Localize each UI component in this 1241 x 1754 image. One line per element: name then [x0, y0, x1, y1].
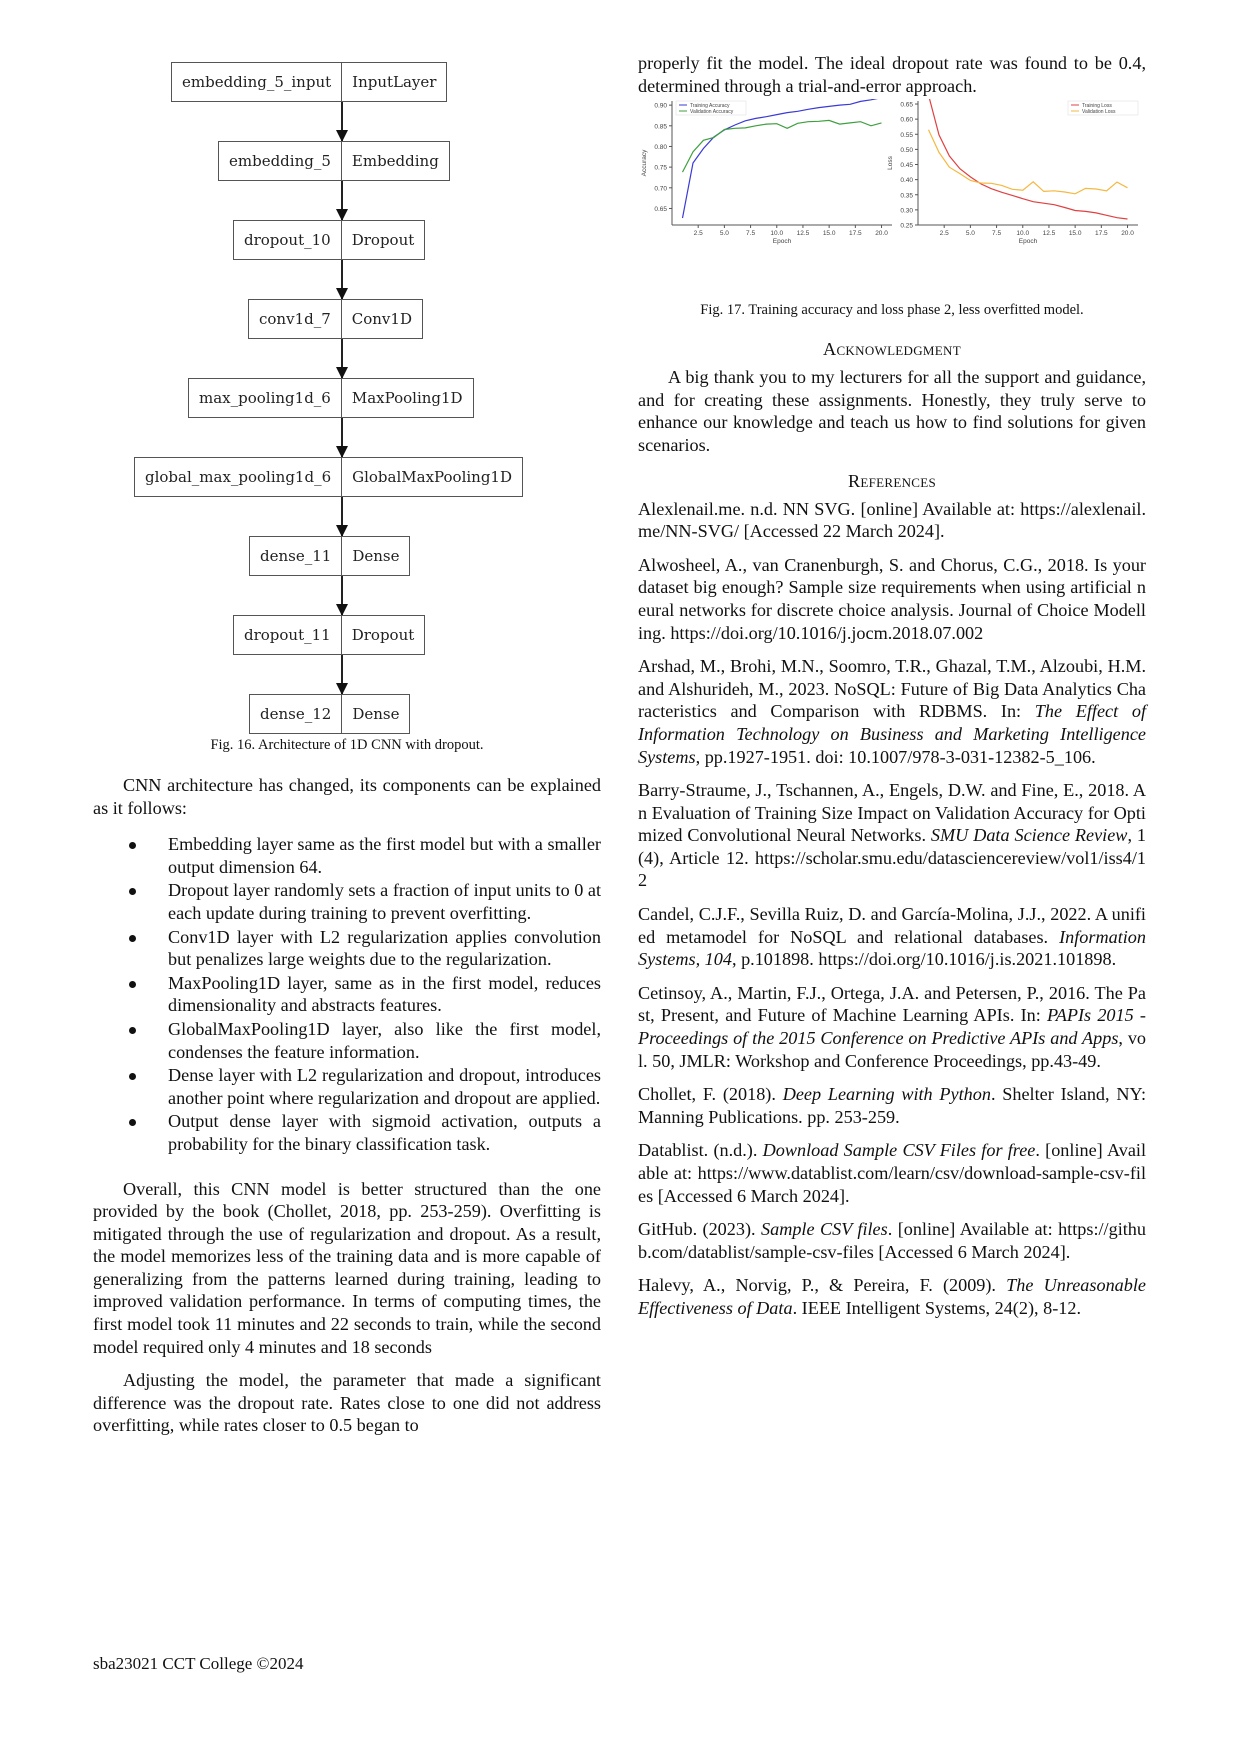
- loss-chart: [884, 99, 1146, 259]
- svg-text:2.5: 2.5: [693, 230, 703, 238]
- layer-name: dropout_10: [234, 221, 342, 259]
- layer-type: Dropout: [351, 626, 415, 644]
- svg-text:15.0: 15.0: [1068, 230, 1082, 238]
- layer-type: Embedding: [351, 152, 439, 170]
- svg-text:17.5: 17.5: [1095, 230, 1108, 238]
- svg-text:0.60: 0.60: [900, 116, 913, 124]
- arrow-down-icon: [341, 497, 343, 536]
- layer-name: dropout_11: [234, 616, 342, 654]
- layer-name: max_pooling1d_6: [189, 379, 342, 417]
- svg-text:0.70: 0.70: [654, 185, 667, 193]
- reference-item: Arshad, M., Brohi, M.N., Soomro, T.R., Ghazal, T.M., Alzoubi, H.M. and Alshurideh, M., 2023. NoSQL: Future of Big Data Analytics Characteristics and Comparison with RDBMS. In: The Effect of Information Technology on Business and Marketing Intelligence Systems, pp.1927-1951. doi: 10.1007/978-3-031-12382-5_106.: [638, 656, 1146, 767]
- svg-text:Epoch: Epoch: [772, 238, 792, 246]
- svg-text:7.5: 7.5: [746, 230, 756, 238]
- bullet-icon: [129, 842, 136, 849]
- list-item: Output dense layer with sigmoid activation, outputs a probability for the binary classification task.: [93, 1110, 601, 1155]
- bullet-icon: [129, 1073, 136, 1080]
- svg-text:0.90: 0.90: [654, 102, 667, 110]
- svg-text:10.0: 10.0: [770, 230, 784, 238]
- arrow-down-icon: [341, 102, 343, 141]
- layer-type: Dense: [352, 705, 400, 723]
- svg-text:12.5: 12.5: [1042, 230, 1056, 238]
- svg-text:20.0: 20.0: [875, 230, 888, 238]
- svg-text:20.0: 20.0: [1121, 230, 1134, 238]
- layer-node: [233, 220, 425, 260]
- layer-node: [249, 694, 410, 734]
- bullet-icon: [129, 1027, 136, 1034]
- svg-text:0.45: 0.45: [900, 162, 913, 170]
- layer-node: [171, 62, 447, 102]
- acknowledgment-heading: Acknowledgment: [823, 339, 961, 360]
- reference-item: Halevy, A., Norvig, P., & Pereira, F. (2009). The Unreasonable Effectiveness of Data. IEEE Intelligent Systems, 24(2), 8-12.: [638, 1275, 1146, 1318]
- left-column: [93, 50, 601, 1437]
- layer-node: [249, 536, 410, 576]
- svg-text:0.80: 0.80: [654, 144, 667, 152]
- reference-item: Cetinsoy, A., Martin, F.J., Ortega, J.A. and Petersen, P., 2016. The Past, Present, and Future of Machine Learning APIs. In: PAPIs 2015 - Proceedings of the 2015 Conference on Predictive APIs and Apps, vol. 50, JMLR: Workshop and Conference Proceedings, pp.43-49.: [638, 982, 1147, 1071]
- svg-text:5.0: 5.0: [719, 230, 729, 238]
- arrow-down-icon: [341, 339, 343, 378]
- svg-text:Validation Accuracy: Validation Accuracy: [690, 109, 734, 116]
- references-heading: References: [847, 470, 937, 491]
- layer-type: Dense: [352, 547, 400, 565]
- reference-item: Candel, C.J.F., Sevilla Ruiz, D. and García-Molina, J.J., 2022. A unified metamodel for NoSQL and relational databases. Information Systems, 104, p.101898. https://doi.org/10.1016/j.is.2021.101898.: [638, 904, 1146, 970]
- reference-item: Datablist. (n.d.). Download Sample CSV Files for free. [online] Available at: https://www.datablist.com/learn/csv/download-sample-csv-files [Accessed 6 March 2024].: [638, 1140, 1147, 1206]
- cnn-architecture-diagram: [93, 50, 601, 740]
- list-item: Dropout layer randomly sets a fraction of input units to 0 at each update during training to prevent overfitting.: [93, 879, 601, 924]
- layer-name: embedding_5: [219, 142, 342, 180]
- reference-item: GitHub. (2023). Sample CSV files. [online] Available at: https://github.com/datablist/sample-csv-files [Accessed 6 March 2024].: [638, 1219, 1146, 1262]
- layer-type: Conv1D: [351, 310, 412, 328]
- svg-text:0.50: 0.50: [900, 147, 913, 155]
- layer-node: [218, 141, 450, 181]
- list-item: Embedding layer same as the first model but with a smaller output dimension 64.: [93, 833, 601, 878]
- svg-text:Epoch: Epoch: [1018, 238, 1038, 246]
- reference-item: Barry-Straume, J., Tschannen, A., Engels, D.W. and Fine, E., 2018. An Evaluation of Training Size Impact on Validation Accuracy for Optimized Convolutional Neural Networks. SMU Data Science Review, 1(4), Article 12. https://scholar.smu.edu/datasciencereview/vol1/iss4/12: [638, 780, 1147, 891]
- svg-text:Validation Loss: Validation Loss: [1082, 109, 1116, 116]
- svg-text:0.65: 0.65: [654, 206, 667, 214]
- layer-name: global_max_pooling1d_6: [135, 458, 342, 496]
- arrow-down-icon: [341, 260, 343, 299]
- layer-name: conv1d_7: [249, 300, 342, 338]
- layer-node: [248, 299, 423, 339]
- svg-text:0.30: 0.30: [900, 207, 913, 215]
- svg-text:15.0: 15.0: [822, 230, 836, 238]
- reference-item: Alwosheel, A., van Cranenburgh, S. and Chorus, C.G., 2018. Is your dataset big enough? Sample size requirements when using artificial neural networks for discrete choice analysis. Journal of Choice Modelling. https://doi.org/10.1016/j.jocm.2018.07.002: [638, 554, 1146, 643]
- svg-text:Accuracy: Accuracy: [641, 149, 648, 177]
- reference-item: Chollet, F. (2018). Deep Learning with Python. Shelter Island, NY: Manning Publications. pp. 253-259.: [638, 1084, 1147, 1127]
- bullet-icon: [129, 888, 136, 895]
- svg-text:2.5: 2.5: [939, 230, 949, 238]
- svg-text:0.25: 0.25: [900, 222, 913, 230]
- svg-text:7.5: 7.5: [992, 230, 1002, 238]
- accuracy-chart: [638, 99, 900, 259]
- right-column: [638, 52, 1146, 1331]
- svg-text:0.65: 0.65: [900, 101, 913, 109]
- svg-text:17.5: 17.5: [849, 230, 862, 238]
- layer-node: [188, 378, 474, 418]
- svg-text:0.35: 0.35: [900, 192, 913, 200]
- list-item: Conv1D layer with L2 regularization applies convolution but penalizes large weights due to the regularization.: [93, 926, 601, 971]
- layer-type: InputLayer: [352, 73, 437, 91]
- layer-name: embedding_5_input: [172, 63, 342, 101]
- list-item: MaxPooling1D layer, same as in the first model, reduces dimensionality and abstracts features.: [93, 972, 601, 1017]
- bullet-icon: [129, 1119, 136, 1126]
- layer-name: dense_12: [250, 695, 342, 733]
- layer-type: Dropout: [351, 231, 415, 249]
- continued-paragraph: properly fit the model. The ideal dropout rate was found to be 0.4, determined through a trial-and-error approach.: [638, 53, 1146, 96]
- list-item: GlobalMaxPooling1D layer, also like the first model, condenses the feature information.: [93, 1018, 601, 1063]
- layer-node: [134, 457, 523, 497]
- arrow-down-icon: [341, 418, 343, 457]
- arrow-down-icon: [341, 181, 343, 220]
- layer-type: GlobalMaxPooling1D: [352, 468, 512, 486]
- bullet-icon: [129, 981, 136, 988]
- svg-text:12.5: 12.5: [796, 230, 810, 238]
- svg-text:Training Accuracy: Training Accuracy: [690, 103, 730, 110]
- intro-paragraph: CNN architecture has changed, its components can be explained as it follows:: [93, 775, 601, 818]
- component-list: [93, 833, 601, 1155]
- arrow-down-icon: [341, 576, 343, 615]
- svg-text:Loss: Loss: [887, 156, 894, 171]
- layer-name: dense_11: [250, 537, 342, 575]
- svg-text:0.55: 0.55: [900, 131, 913, 139]
- page-footer: sba23021 CCT College ©2024: [93, 1654, 304, 1673]
- training-charts-figure: [638, 99, 1146, 259]
- adjusting-paragraph: Adjusting the model, the parameter that made a significant difference was the dropout rate. Rates close to one did not address overfitting, while rates closer to 0.5 began to: [93, 1370, 601, 1436]
- svg-text:5.0: 5.0: [965, 230, 975, 238]
- layer-type: MaxPooling1D: [351, 389, 463, 407]
- figure-16-caption: Fig. 16. Architecture of 1D CNN with dropout.: [210, 737, 484, 753]
- overall-paragraph: Overall, this CNN model is better structured than the one provided by the book (Chollet, 2018, pp. 253-259). Overfitting is mitigated through the use of regularization and dropout. As a result, the model memorizes less of the training data and is more capable of generalizing from the patterns learned during training, leading to improved validation performance. In terms of computing times, the first model took 11 minutes and 22 seconds to train, while the second model required only 4 minutes and 18 seconds: [93, 1178, 601, 1357]
- bullet-icon: [129, 935, 136, 942]
- reference-list: [638, 498, 1146, 1320]
- acknowledgment-paragraph: A big thank you to my lecturers for all the support and guidance, and for creating these assignments. Honestly, they truly serve to enhance our knowledge and teach us how to find solutions for given scenarios.: [638, 367, 1146, 455]
- reference-item: Alexlenail.me. n.d. NN SVG. [online] Available at: https://alexlenail.me/NN-SVG/ [Accessed 22 March 2024].: [638, 498, 1146, 542]
- svg-text:10.0: 10.0: [1016, 230, 1030, 238]
- svg-text:0.75: 0.75: [654, 164, 667, 172]
- layer-node: [233, 615, 425, 655]
- figure-17-caption: Fig. 17. Training accuracy and loss phase 2, less overfitted model.: [700, 302, 1084, 319]
- list-item: Dense layer with L2 regularization and dropout, introduces another point where regularization and dropout are applied.: [93, 1064, 601, 1109]
- svg-text:Training Loss: Training Loss: [1082, 103, 1112, 110]
- svg-text:0.85: 0.85: [654, 123, 667, 131]
- arrow-down-icon: [341, 655, 343, 694]
- svg-text:0.40: 0.40: [900, 177, 913, 185]
